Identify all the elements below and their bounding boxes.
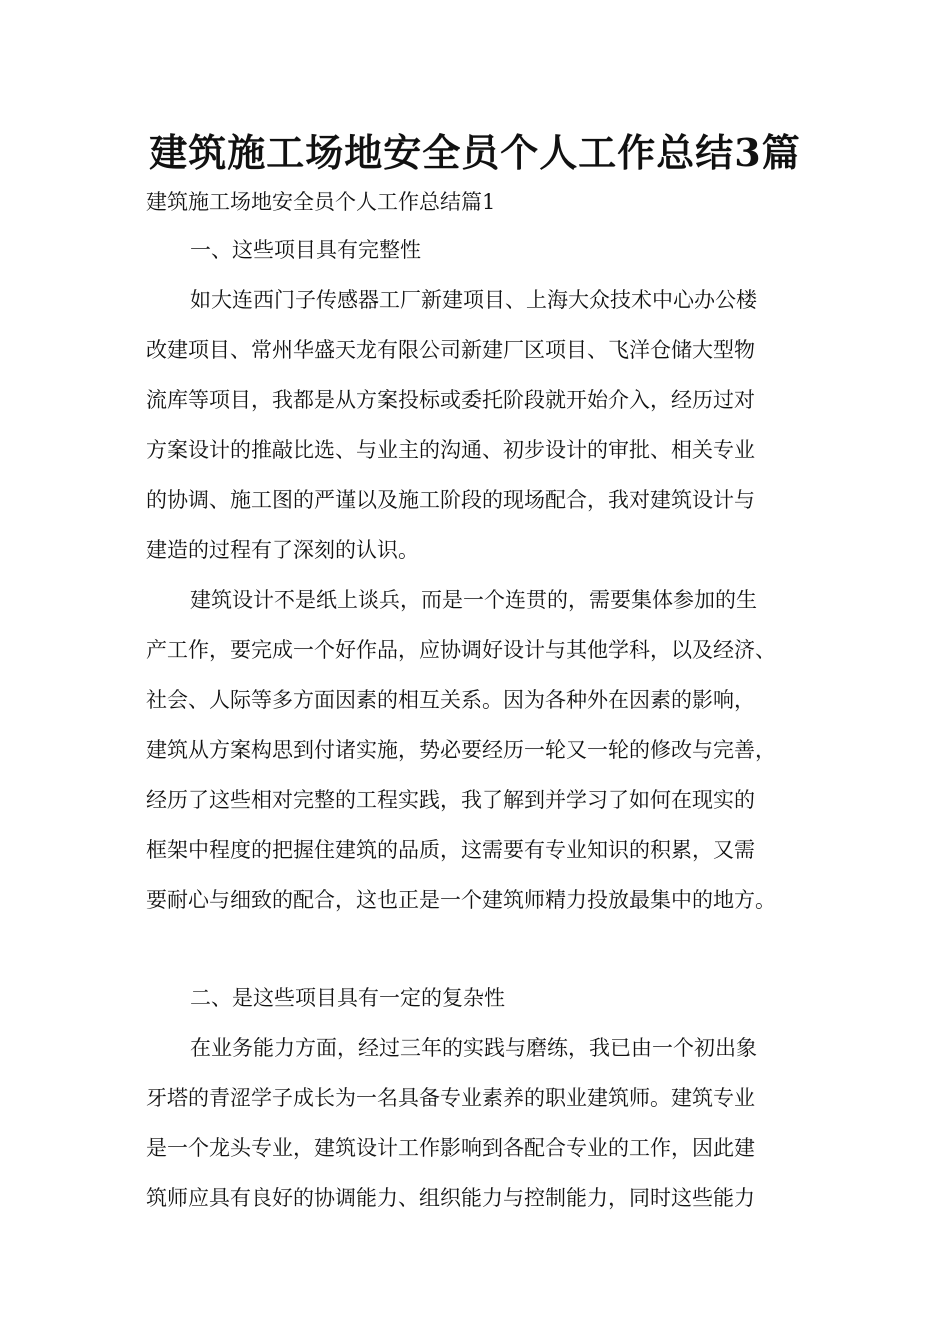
paragraph-line: 建筑从方案构思到付诸实施，势必要经历一轮又一轮的修改与完善， [146, 738, 776, 762]
paragraph-line: 要耐心与细致的配合，这也正是一个建筑师精力投放最集中的地方。 [146, 888, 776, 912]
paragraph-line: 建筑设计不是纸上谈兵，而是一个连贯的，需要集体参加的生 [190, 588, 757, 612]
paragraph-line: 在业务能力方面，经过三年的实践与磨练，我已由一个初出象 [190, 1036, 757, 1060]
paragraph-line: 经历了这些相对完整的工程实践，我了解到并学习了如何在现实的 [146, 788, 755, 812]
paragraph-line: 如大连西门子传感器工厂新建项目、上海大众技术中心办公楼 [190, 288, 757, 312]
paragraph-line: 的协调、施工图的严谨以及施工阶段的现场配合，我对建筑设计与 [146, 488, 755, 512]
paragraph-line: 牙塔的青涩学子成长为一名具备专业素养的职业建筑师。建筑专业 [146, 1086, 755, 1110]
section-heading-2: 二、是这些项目具有一定的复杂性 [190, 986, 505, 1010]
paragraph-line: 产工作，要完成一个好作品，应协调好设计与其他学科，以及经济、 [146, 638, 776, 662]
paragraph-line: 改建项目、常州华盛天龙有限公司新建厂区项目、飞洋仓储大型物 [146, 338, 755, 362]
paragraph-line: 方案设计的推敲比选、与业主的沟通、初步设计的审批、相关专业 [146, 438, 755, 462]
paragraph-line: 框架中程度的把握住建筑的品质，这需要有专业知识的积累，又需 [146, 838, 755, 862]
paragraph-line: 是一个龙头专业，建筑设计工作影响到各配合专业的工作，因此建 [146, 1136, 755, 1160]
document-title: 建筑施工场地安全员个人工作总结3篇 [149, 130, 801, 175]
document-subtitle: 建筑施工场地安全员个人工作总结篇1 [146, 190, 496, 214]
paragraph-line: 社会、人际等多方面因素的相互关系。因为各种外在因素的影响， [146, 688, 755, 712]
paragraph-line: 建造的过程有了深刻的认识。 [146, 538, 419, 562]
paragraph-line: 流库等项目，我都是从方案投标或委托阶段就开始介入，经历过对 [146, 388, 755, 412]
section-heading-1: 一、这些项目具有完整性 [190, 238, 421, 262]
paragraph-line: 筑师应具有良好的协调能力、组织能力与控制能力，同时这些能力 [146, 1186, 755, 1210]
